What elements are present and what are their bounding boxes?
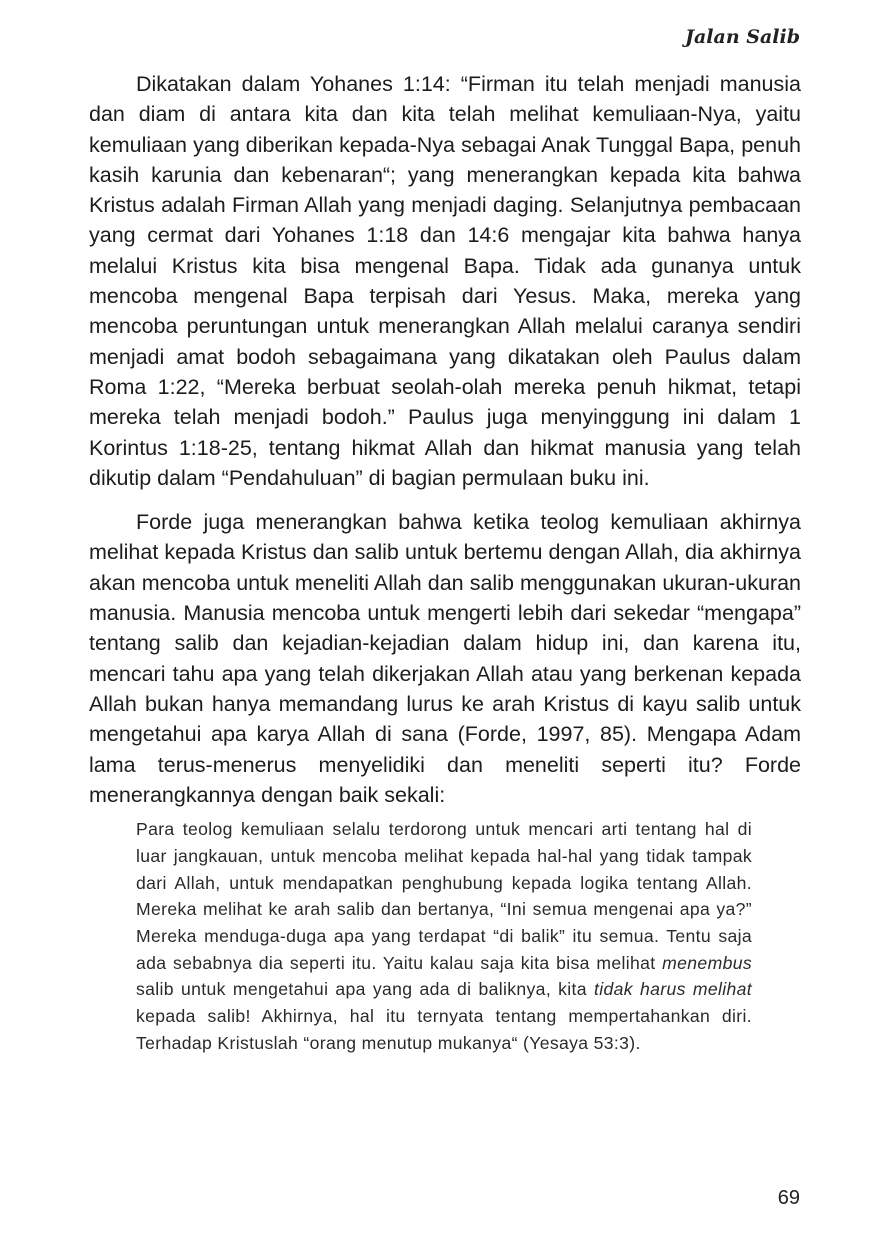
quote-emphasis-1: menembus (662, 952, 752, 973)
running-header: Jalan Salib (684, 26, 800, 48)
block-quote (136, 816, 752, 1056)
page-number: 69 (777, 1187, 800, 1209)
paragraph-2: Forde juga menerangkan bahwa ketika teolog kemuliaan akhirnya melihat kepada Kristus dan salib untuk bertemu dengan Allah, dia akhirnya akan mencoba untuk meneliti Allah dan salib menggunakan ukuran-ukuran manusia. Manusia mencoba untuk mengerti lebih dari sekedar “mengapa” tentang salib dan kejadian-kejadian dalam hidup ini, dan karena itu, mencari tahu apa yang telah dikerjakan Allah atau yang berkenan kepada Allah bukan hanya memandang lurus ke arah Kristus di kayu salib untuk mengetahui apa karya Allah di sana (Forde, 1997, 85). Mengapa Adam lama terus-menerus menyelidiki dan meneliti seperti itu? Forde menerangkannya dengan baik sekali: (89, 510, 801, 807)
quote-emphasis-2: tidak harus melihat (594, 979, 752, 1000)
quote-text-part-2: salib untuk mengetahui apa yang ada di baliknya, kita (136, 979, 594, 1000)
quote-text-part-1: Para teolog kemuliaan selalu terdorong untuk mencari arti tentang hal di luar jangkauan, untuk mencoba melihat kepada hal-hal yang tidak tampak dari Allah, untuk mendapatkan penghubung kepada logika tentang Allah. Mereka melihat ke arah salib dan bertanya, “Ini semua mengenai apa ya?” Mereka menduga-duga apa yang terdapat “di balik” itu semua. Tentu saja ada sebabnya dia seperti itu. Yaitu kalau saja kita bisa melihat (136, 819, 752, 973)
body-text (89, 69, 801, 1056)
quote-text-part-3: kepada salib! Akhirnya, hal itu ternyata tentang mempertahankan diri. Terhadap Kristuslah “orang menutup mukanya“ (Yesaya 53:3). (136, 1006, 752, 1053)
paragraph-1: Dikatakan dalam Yohanes 1:14: “Firman itu telah menjadi manusia dan diam di antara kita dan kita telah melihat kemuliaan-Nya, yaitu kemuliaan yang diberikan kepada-Nya sebagai Anak Tunggal Bapa, penuh kasih karunia dan kebenaran“; yang menerangkan kepada kita bahwa Kristus adalah Firman Allah yang menjadi daging. Selanjutnya pembacaan yang cermat dari Yohanes 1:18 dan 14:6 mengajar kita bahwa hanya melalui Kristus kita bisa mengenal Bapa. Tidak ada gunanya untuk mencoba mengenal Bapa terpisah dari Yesus. Maka, mereka yang mencoba peruntungan untuk menerangkan Allah melalui caranya sendiri menjadi amat bodoh sebagaimana yang dikatakan oleh Paulus dalam Roma 1:22, “Mereka berbuat seolah-olah mereka penuh hikmat, tetapi mereka telah menjadi bodoh.” Paulus juga menyinggung ini dalam 1 Korintus 1:18-25, tentang hikmat Allah dan hikmat manusia yang telah dikutip dalam “Pendahuluan” di bagian permulaan buku ini. (89, 72, 801, 490)
